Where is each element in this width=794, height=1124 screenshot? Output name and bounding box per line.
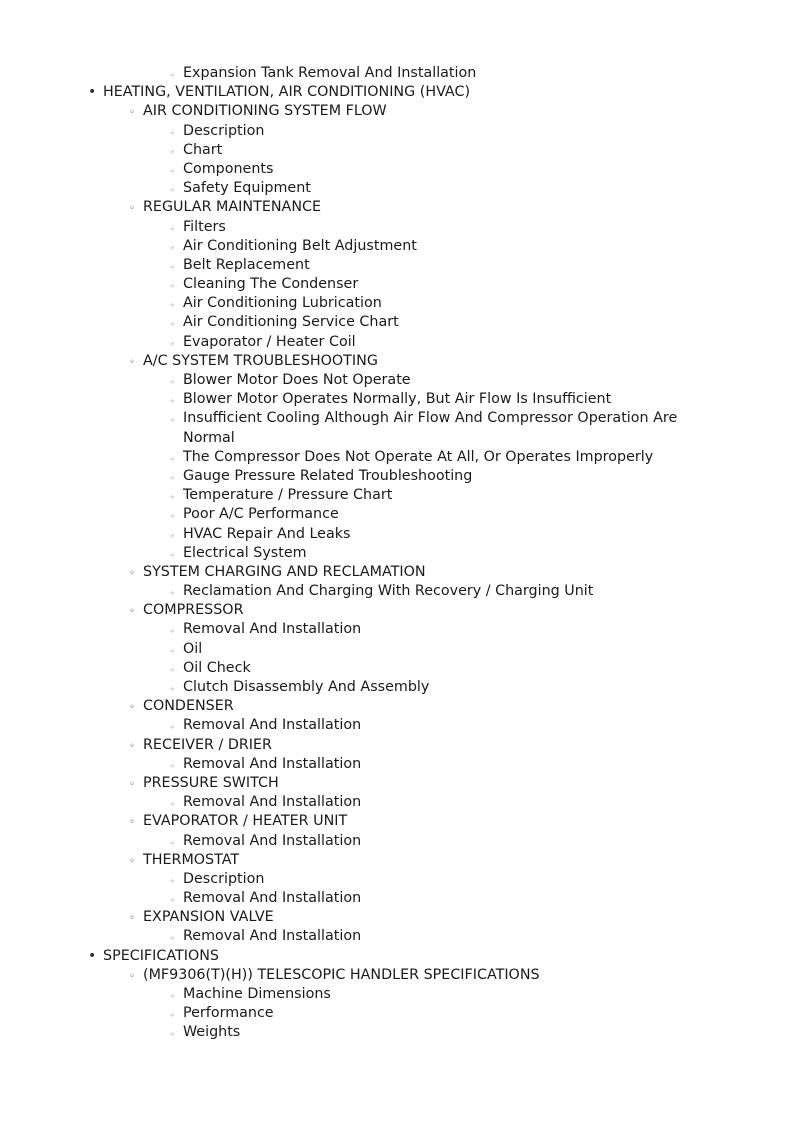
bullet-icon: ◦ — [170, 282, 175, 292]
topic-item — [0, 179, 683, 198]
item-label: Machine Dimensions — [183, 986, 331, 1003]
topic-item — [0, 525, 683, 544]
item-label: SPECIFICATIONS — [103, 947, 219, 964]
topic-item — [0, 889, 683, 908]
item-label: SYSTEM CHARGING AND RECLAMATION — [143, 563, 426, 580]
item-label: Removal And Installation — [183, 928, 362, 945]
bullet-icon: ◦ — [129, 817, 135, 829]
item-label: Components — [183, 160, 274, 177]
subsection-item — [0, 198, 794, 217]
bullet-icon: • — [88, 947, 97, 964]
item-label: The Compressor Does Not Operate At All, Or Operates Improperly — [183, 448, 654, 465]
subsection-item — [0, 563, 794, 582]
bullet-icon: ◦ — [129, 970, 135, 982]
subsection-item — [0, 966, 794, 985]
item-label: Removal And Installation — [183, 890, 362, 907]
bullet-icon: ◦ — [170, 397, 175, 407]
item-label: Insufficient Cooling Although Air Flow And Compressor Operation Are Normal — [183, 410, 678, 446]
item-label: Air Conditioning Service Chart — [183, 314, 399, 331]
item-label: EVAPORATOR / HEATER UNIT — [143, 813, 348, 830]
item-label: Belt Replacement — [183, 256, 310, 273]
bullet-icon: ◦ — [129, 702, 135, 714]
item-label: Electrical System — [183, 544, 307, 561]
item-label: Description — [183, 122, 265, 139]
bullet-icon: ◦ — [170, 166, 175, 176]
bullet-icon: ◦ — [170, 512, 175, 522]
bullet-icon: ◦ — [170, 128, 175, 138]
bullet-icon: ◦ — [170, 243, 175, 253]
bullet-icon: ◦ — [170, 838, 175, 848]
bullet-icon: ◦ — [129, 740, 135, 752]
topic-item — [0, 409, 683, 447]
subsection-item — [0, 812, 794, 831]
bullet-icon: • — [88, 84, 97, 101]
topic-item — [0, 1023, 683, 1042]
table-of-contents — [0, 64, 794, 1043]
item-label: Gauge Pressure Related Troubleshooting — [183, 467, 473, 484]
item-label: Removal And Installation — [183, 794, 362, 811]
bullet-icon: ◦ — [170, 531, 175, 541]
bullet-icon: ◦ — [170, 262, 175, 272]
section-item — [0, 83, 794, 102]
subsection-item — [0, 774, 794, 793]
topic-item — [0, 141, 683, 160]
item-label: Cleaning The Condenser — [183, 276, 359, 293]
item-label: Temperature / Pressure Chart — [183, 487, 393, 504]
topic-item — [0, 390, 683, 409]
bullet-icon: ◦ — [170, 896, 175, 906]
bullet-icon: ◦ — [129, 855, 135, 867]
item-label: (MF9306(T)(H)) TELESCOPIC HANDLER SPECIFICATIONS — [143, 966, 540, 983]
item-label: HEATING, VENTILATION, AIR CONDITIONING (HVAC) — [103, 84, 471, 101]
bullet-icon: ◦ — [170, 934, 175, 944]
topic-item — [0, 793, 683, 812]
bullet-icon: ◦ — [170, 589, 175, 599]
topic-item — [0, 237, 683, 256]
item-label: Blower Motor Operates Normally, But Air Flow Is Insufficient — [183, 391, 612, 408]
topic-item — [0, 333, 683, 352]
bullet-icon: ◦ — [170, 378, 175, 387]
subsection-item — [0, 352, 794, 371]
item-label: Removal And Installation — [183, 717, 362, 734]
topic-item — [0, 582, 683, 601]
bullet-icon: ◦ — [170, 416, 175, 426]
topic-item — [0, 275, 683, 294]
item-label: AIR CONDITIONING SYSTEM FLOW — [143, 103, 387, 120]
item-label: Expansion Tank Removal And Installation — [183, 65, 477, 81]
subsection-item — [0, 736, 794, 755]
topic-item — [0, 927, 683, 946]
bullet-icon: ◦ — [170, 800, 175, 810]
bullet-icon: ◦ — [129, 107, 135, 119]
bullet-icon: ◦ — [170, 646, 175, 656]
item-label: Oil Check — [183, 659, 251, 676]
topic-item — [0, 1004, 683, 1023]
bullet-icon: ◦ — [129, 567, 135, 579]
bullet-icon: ◦ — [170, 685, 175, 695]
bullet-icon: ◦ — [170, 301, 175, 311]
item-label: Reclamation And Charging With Recovery / Charging Unit — [183, 583, 594, 600]
bullet-icon: ◦ — [170, 339, 175, 349]
subsection-item — [0, 908, 794, 927]
topic-item — [0, 313, 683, 332]
item-label: Weights — [183, 1024, 241, 1041]
item-label: Poor A/C Performance — [183, 506, 339, 523]
bullet-icon: ◦ — [170, 71, 175, 80]
topic-item — [0, 716, 683, 735]
item-label: Air Conditioning Belt Adjustment — [183, 237, 417, 254]
topic-item — [0, 64, 683, 83]
bullet-icon: ◦ — [170, 147, 175, 157]
topic-item — [0, 294, 683, 313]
item-label: Removal And Installation — [183, 755, 362, 772]
item-label: Removal And Installation — [183, 832, 362, 849]
bullet-icon: ◦ — [170, 550, 175, 560]
bullet-icon: ◦ — [170, 627, 175, 637]
topic-item — [0, 371, 683, 390]
bullet-icon: ◦ — [170, 224, 175, 234]
topic-item — [0, 218, 683, 237]
topic-item — [0, 467, 683, 486]
topic-item — [0, 832, 683, 851]
item-label: Performance — [183, 1005, 274, 1022]
item-label: Safety Equipment — [183, 180, 311, 197]
bullet-icon: ◦ — [170, 320, 175, 330]
item-label: Blower Motor Does Not Operate — [183, 372, 411, 388]
item-label: Air Conditioning Lubrication — [183, 295, 382, 312]
bullet-icon: ◦ — [170, 186, 175, 196]
bullet-icon: ◦ — [170, 992, 175, 1002]
item-label: Evaporator / Heater Coil — [183, 333, 356, 350]
bullet-icon: ◦ — [170, 473, 175, 483]
bullet-icon: ◦ — [170, 1030, 175, 1040]
item-label: HVAC Repair And Leaks — [183, 525, 351, 542]
bullet-icon: ◦ — [170, 761, 175, 771]
subsection-item — [0, 102, 794, 121]
item-label: Clutch Disassembly And Assembly — [183, 679, 430, 696]
item-label: A/C SYSTEM TROUBLESHOOTING — [143, 352, 378, 369]
topic-item — [0, 448, 683, 467]
topic-item — [0, 640, 683, 659]
topic-item — [0, 486, 683, 505]
bullet-icon: ◦ — [129, 356, 135, 368]
topic-item — [0, 122, 683, 141]
bullet-icon: ◦ — [170, 1011, 175, 1021]
bullet-icon: ◦ — [170, 493, 175, 503]
item-label: RECEIVER / DRIER — [143, 736, 272, 753]
item-label: PRESSURE SWITCH — [143, 774, 279, 791]
subsection-item — [0, 601, 794, 620]
item-label: THERMOSTAT — [143, 851, 240, 868]
item-label: CONDENSER — [143, 698, 234, 715]
bullet-icon: ◦ — [170, 723, 175, 733]
topic-item — [0, 256, 683, 275]
item-label: EXPANSION VALVE — [143, 909, 274, 926]
bullet-icon: ◦ — [129, 606, 135, 618]
bullet-icon: ◦ — [170, 665, 175, 675]
item-label: Description — [183, 870, 265, 887]
topic-item — [0, 985, 683, 1004]
bullet-icon: ◦ — [129, 778, 135, 790]
topic-item — [0, 620, 683, 639]
subsection-item — [0, 851, 794, 870]
bullet-icon: ◦ — [129, 203, 135, 215]
topic-item — [0, 160, 683, 179]
topic-item — [0, 544, 683, 563]
topic-item — [0, 505, 683, 524]
bullet-icon: ◦ — [129, 913, 135, 925]
item-label: REGULAR MAINTENANCE — [143, 199, 322, 216]
topic-item — [0, 755, 683, 774]
subsection-item — [0, 697, 794, 716]
item-label: Removal And Installation — [183, 621, 362, 638]
item-label: COMPRESSOR — [143, 602, 244, 619]
topic-item — [0, 870, 683, 889]
item-label: Oil — [183, 640, 203, 657]
item-label: Chart — [183, 141, 223, 158]
topic-item — [0, 659, 683, 678]
bullet-icon: ◦ — [170, 454, 175, 464]
item-label: Filters — [183, 218, 226, 235]
topic-item — [0, 678, 683, 697]
bullet-icon: ◦ — [170, 876, 175, 886]
section-item — [0, 947, 794, 966]
